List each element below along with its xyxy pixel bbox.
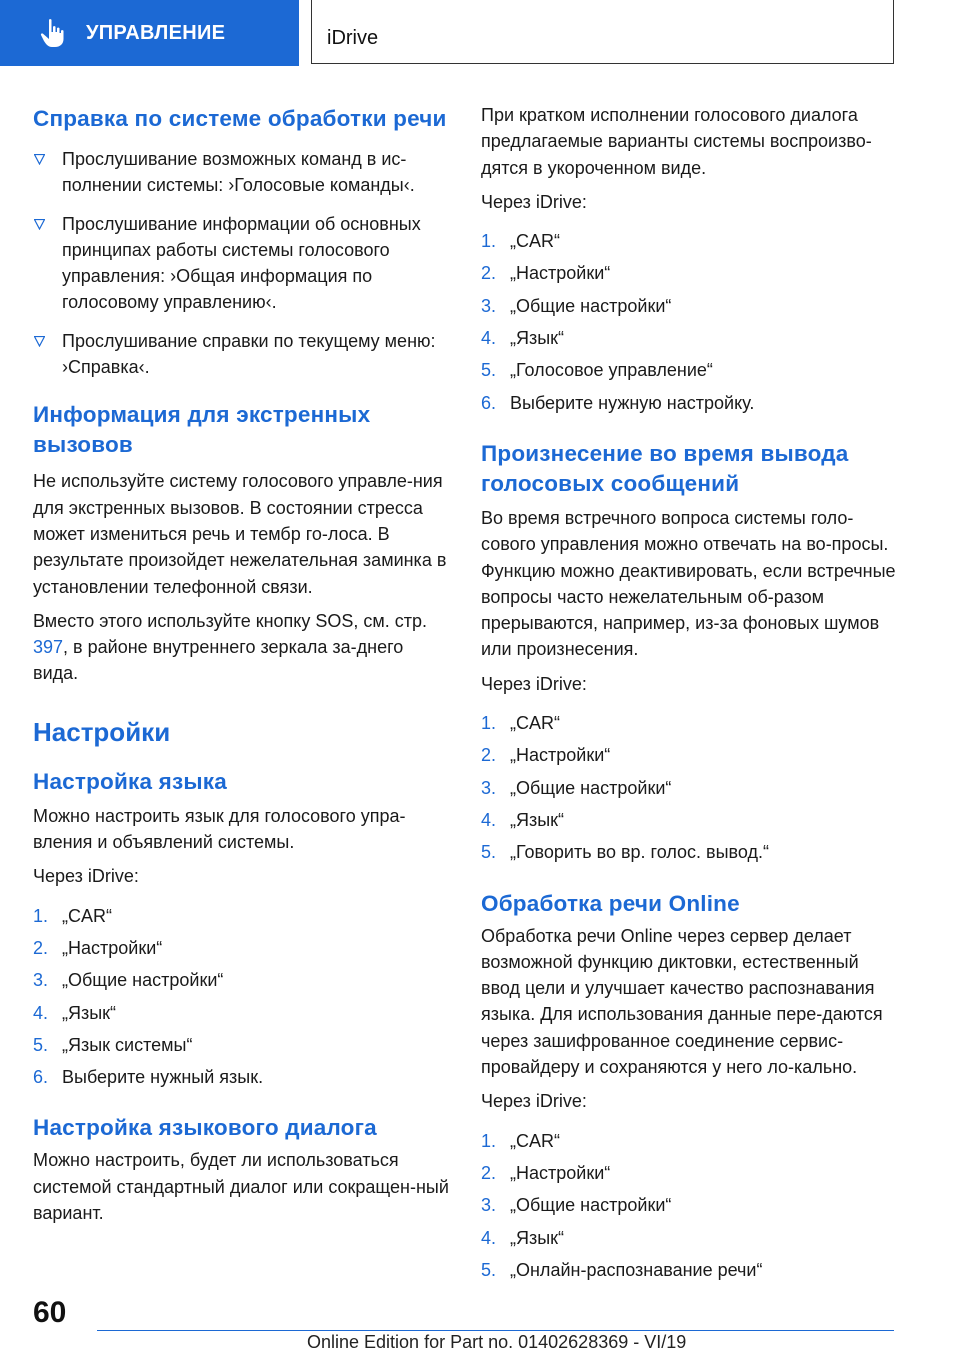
page-ref-link[interactable]: 397 — [33, 637, 64, 658]
list-item: 4. „Язык“ — [33, 1002, 117, 1023]
section-tab[interactable] — [0, 0, 299, 66]
via-idrive-label: Через iDrive: — [481, 191, 587, 212]
list-item: 1. „CAR“ — [481, 713, 560, 734]
list-item: 2. „Настройки“ — [481, 745, 611, 766]
footer-edition: Online Edition for Part no. 01402628369 - VI/19 — [307, 1332, 687, 1352]
hand-touch-icon — [40, 18, 66, 48]
list-item: 2. „Настройки“ — [481, 263, 611, 284]
list-item: 1. „CAR“ — [481, 1130, 560, 1151]
list-item: 1. „CAR“ — [481, 231, 560, 252]
help-heading: Справка по системе обработки речи — [33, 106, 447, 131]
online-paragraph: Обработка речи Online через сервер делает возможной функцию диктовки, естественный ввод цели и улучшает качество распознавания языка. Для использования данные пере-даются через зашифрованное соединение сервис-провайдеру и сохраняются у него ло-кально. — [481, 925, 883, 1078]
online-steps — [481, 1125, 899, 1286]
footer-divider — [97, 1330, 894, 1331]
dialog-steps — [481, 225, 899, 419]
dialog-heading: Настройка языкового диалога — [33, 1115, 377, 1141]
emergency-heading: Информация для экстренных вызовов — [33, 402, 371, 458]
page-number: 60 — [33, 1296, 67, 1329]
list-item: 2. „Настройки“ — [33, 937, 163, 958]
list-item: 3. „Общие настройки“ — [481, 295, 672, 316]
bullet-text: Прослушивание возможных команд в ис-полнении системы: ›Голосовые команды‹. — [62, 149, 415, 196]
list-item: 4. „Язык“ — [481, 809, 565, 830]
list-item: 1. „CAR“ — [33, 905, 112, 926]
list-item: 3. „Общие настройки“ — [481, 777, 672, 798]
triangle-bullet-icon — [34, 336, 45, 347]
list-item: 3. „Общие настройки“ — [481, 1195, 672, 1216]
language-steps — [33, 900, 451, 1094]
list-item: 5. „Онлайн-распознавание речи“ — [481, 1259, 763, 1280]
list-item: 6. Выберите нужную настройку. — [481, 392, 755, 413]
via-idrive-label: Через iDrive: — [33, 866, 139, 887]
triangle-bullet-icon — [34, 219, 45, 230]
left-column — [33, 98, 451, 1226]
list-item — [33, 211, 451, 316]
right-column — [481, 98, 899, 1286]
emergency-paragraph: Не используйте систему голосового управле-ния для экстренных вызовов. В состоянии стресса может измениться речь и тембр го-лоса. В результате произойдет нежелательная заминка в установлении телефонной связи. — [33, 471, 447, 597]
bullet-text: Прослушивание справки по текущему меню: ›Справка‹. — [62, 330, 436, 378]
section-title: УПРАВЛЕНИЕ — [86, 21, 226, 44]
dialog-paragraph-2: При кратком исполнении голосового диалога предлагаемые варианты системы воспроизво-дятся в укороченном виде. — [481, 105, 872, 178]
list-item: 4. „Язык“ — [481, 328, 565, 349]
help-bullet-list — [33, 146, 451, 380]
list-item — [33, 328, 451, 381]
list-item: 5. „Говорить во вр. голос. вывод.“ — [481, 842, 770, 863]
list-item: 2. „Настройки“ — [481, 1162, 611, 1183]
list-item — [33, 146, 451, 199]
chapter-title: iDrive — [327, 27, 379, 49]
list-item: 5. „Язык системы“ — [33, 1034, 193, 1055]
emergency-paragraph-2: Вместо этого используйте кнопку SOS, см. стр. 397, в районе внутреннего зеркала за-днего вида. — [33, 610, 428, 684]
list-item: 6. Выберите нужный язык. — [33, 1067, 264, 1088]
pronunciation-steps — [481, 707, 899, 868]
pronunciation-heading: Произнесение во время вывода голосовых сообщений — [481, 440, 849, 496]
pronunciation-paragraph: Во время встречного вопроса системы голо-сового управления можно отвечать на во-просы. Функцию можно деактивировать, если встречные вопросы часто нежелательным об-разом прерываются, например, из-за фоновых шумов или произнесения. — [481, 507, 896, 660]
via-idrive-label: Через iDrive: — [481, 1091, 587, 1112]
settings-title: Настройки — [33, 716, 171, 747]
dialog-paragraph: Можно настроить, будет ли использоваться системой стандартный диалог или сокращен-ный вариант. — [33, 1150, 449, 1224]
via-idrive-label: Через iDrive: — [481, 673, 587, 694]
bullet-text: Прослушивание информации об основных принципах работы системы голосового управления: ›Общая информация по голосовому управлению‹. — [62, 213, 421, 313]
chapter-header — [311, 0, 894, 64]
list-item: 4. „Язык“ — [481, 1227, 565, 1248]
language-heading: Настройка языка — [33, 768, 227, 794]
online-heading: Обработка речи Online — [481, 890, 740, 916]
list-item: 5. „Голосовое управление“ — [481, 360, 713, 381]
language-paragraph: Можно настроить язык для голосового упра-вления и объявлений системы. — [33, 805, 406, 853]
triangle-bullet-icon — [34, 154, 45, 165]
list-item: 3. „Общие настройки“ — [33, 970, 224, 991]
